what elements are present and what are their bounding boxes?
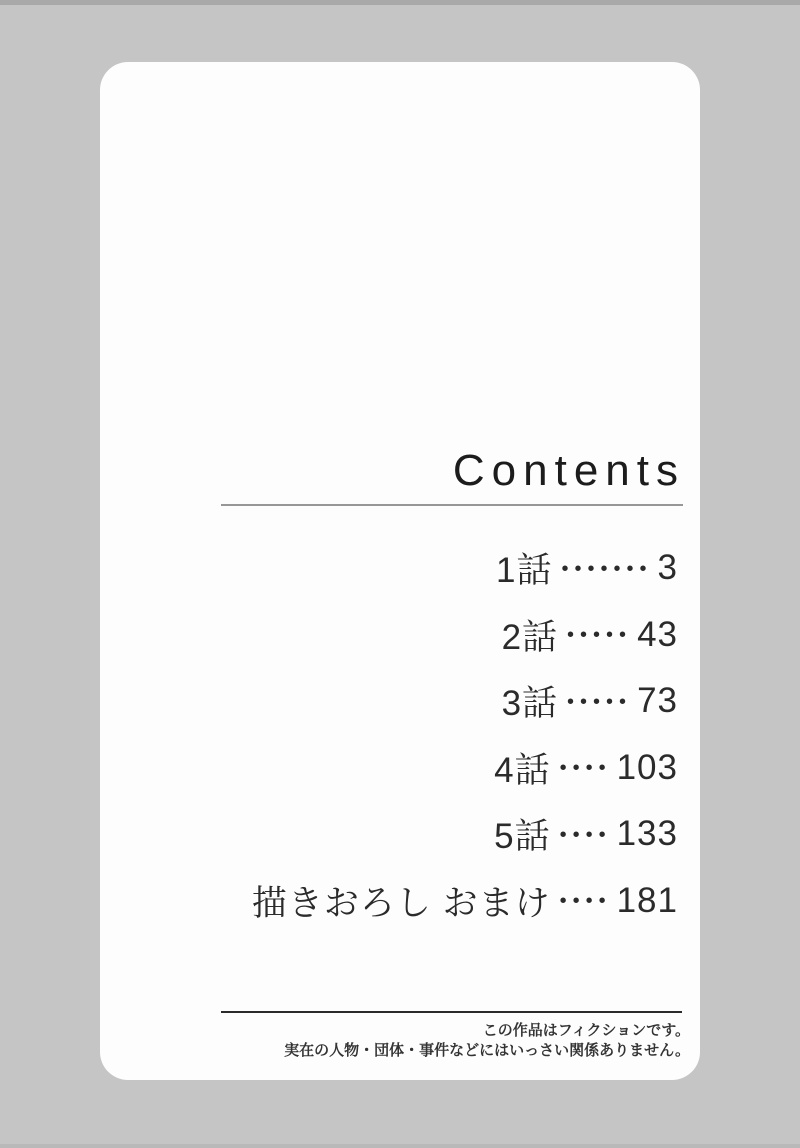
- contents-card: [100, 62, 700, 1080]
- toc-entry: [100, 735, 678, 802]
- toc-page-number: 43: [637, 614, 678, 654]
- toc-page-number: 73: [637, 681, 678, 721]
- toc-leader-dots: ••••: [559, 890, 612, 913]
- toc-page-number: 3: [657, 548, 678, 588]
- toc-entry: [100, 668, 678, 735]
- toc-entry-label: 描きおろし おまけ: [251, 883, 551, 923]
- toc-entry-label: 2話: [501, 617, 559, 657]
- toc-entry-label: 4話: [494, 750, 551, 790]
- toc-list: [100, 535, 678, 934]
- contents-title: Contents: [452, 446, 685, 495]
- toc-entry: [100, 801, 678, 868]
- toc-entry: [100, 868, 678, 935]
- bottom-edge-strip: [0, 1144, 800, 1148]
- toc-entry-label: 1話: [496, 551, 553, 591]
- toc-leader-dots: •••••: [567, 624, 633, 647]
- toc-leader-dots: •••••: [567, 690, 633, 713]
- disclaimer-line1: この作品はフィクションです。: [482, 1022, 690, 1039]
- top-edge-strip: [0, 0, 800, 5]
- footer-divider: [221, 1011, 682, 1013]
- toc-page-number: 103: [616, 747, 678, 787]
- toc-entry: [100, 535, 678, 602]
- toc-leader-dots: ••••: [559, 757, 612, 780]
- toc-page-number: 133: [616, 814, 678, 854]
- title-divider: [221, 504, 683, 506]
- disclaimer: [284, 1021, 690, 1061]
- toc-entry-label: 3話: [501, 684, 559, 724]
- toc-leader-dots: •••••••: [561, 557, 653, 580]
- toc-leader-dots: ••••: [559, 823, 612, 846]
- toc-page-number: 181: [616, 880, 678, 920]
- toc-entry-label: 5話: [494, 817, 551, 857]
- toc-entry: [100, 602, 678, 669]
- disclaimer-line2: 実在の人物・団体・事件などにはいっさい関係ありません。: [284, 1042, 690, 1059]
